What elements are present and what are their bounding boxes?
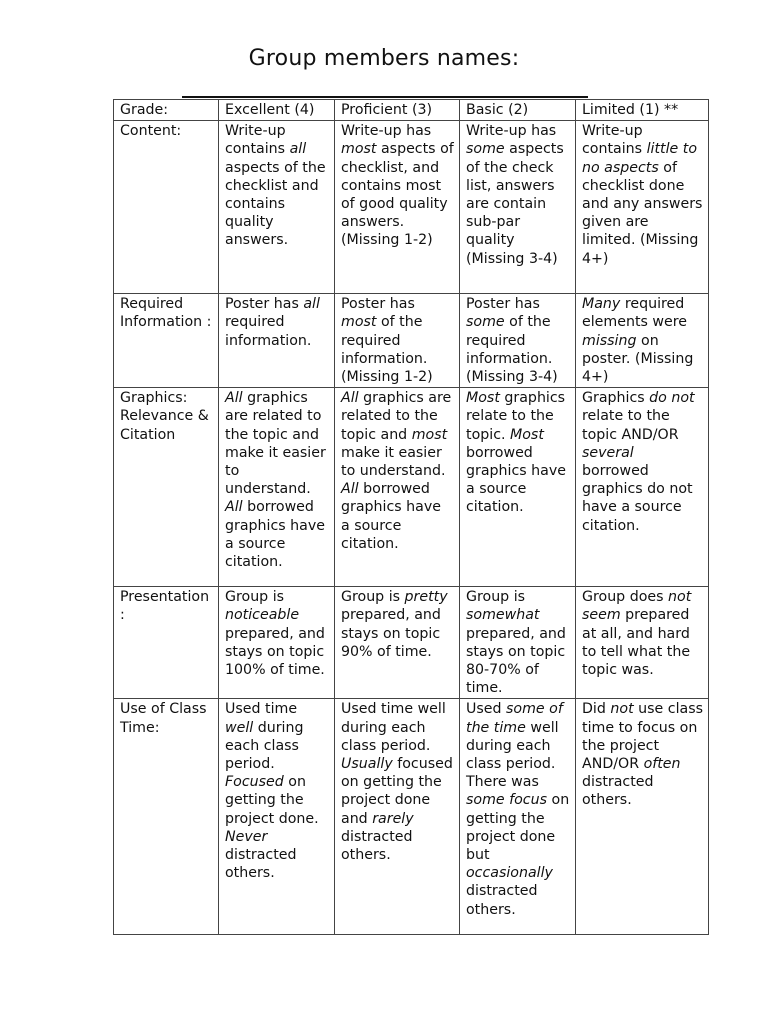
rubric-cell — [460, 699, 576, 935]
rubric-cell — [219, 699, 335, 935]
cell-text: of checklist done and any answers given are limited. (Missing 4+) — [582, 159, 703, 267]
cell-text: Write-up contains — [582, 123, 647, 158]
row-category: Required Information : — [114, 294, 219, 388]
emphasis-text: all — [289, 141, 307, 158]
cell-text: Group is — [466, 589, 526, 606]
emphasis-text: somewhat — [466, 607, 540, 624]
cell-text: Did — [582, 701, 611, 718]
header-row — [114, 100, 709, 121]
emphasis-text: most — [341, 141, 377, 158]
emphasis-text: do not — [649, 390, 695, 407]
names-underline — [182, 96, 588, 98]
emphasis-text: some focus — [466, 792, 547, 809]
rubric-cell — [335, 587, 460, 699]
cell-text: focused on getting the project done and — [341, 756, 453, 827]
cell-text: Write-up has — [341, 123, 432, 140]
rubric-cell — [335, 699, 460, 935]
header-cell-excellent: Excellent (4) — [219, 100, 335, 121]
rubric-cell — [335, 294, 460, 388]
emphasis-text: most — [411, 426, 448, 443]
emphasis-text: occasionally — [466, 865, 553, 882]
rubric-cell — [219, 121, 335, 294]
cell-text: of the required information. (Missing 1-2) — [341, 314, 433, 386]
cell-text: Group is — [225, 589, 285, 606]
rubric-cell — [576, 388, 709, 587]
emphasis-text: Most — [466, 390, 500, 407]
rubric-cell — [335, 388, 460, 587]
cell-text: distracted others. — [466, 883, 538, 918]
cell-text: aspects of checklist, and contains most of good quality answers. (Missing 1-2) — [341, 141, 454, 249]
row-category: Use of Class Time: — [114, 699, 219, 935]
emphasis-text: some — [466, 314, 505, 331]
rubric-table — [113, 99, 709, 935]
rubric-cell — [460, 388, 576, 587]
rubric-cell — [576, 699, 709, 935]
cell-text: make it easier to understand. — [341, 444, 446, 480]
cell-text: Used time — [225, 701, 298, 718]
cell-text: Poster has — [225, 296, 304, 313]
cell-text: required elements were — [582, 296, 687, 331]
emphasis-text: little to no aspects — [582, 141, 698, 176]
emphasis-text: Never — [225, 828, 268, 845]
cell-text: distracted others. — [582, 774, 654, 809]
cell-text: prepared, and stays on topic 100% of time. — [225, 625, 325, 679]
cell-text: borrowed graphics have a source citation. — [225, 499, 325, 571]
emphasis-text: All — [341, 390, 359, 407]
emphasis-text: missing — [582, 332, 637, 349]
rubric-cell — [576, 587, 709, 699]
cell-text: Group is — [341, 589, 405, 606]
cell-text: graphics are related to the topic and — [341, 390, 452, 443]
row-category: Content: — [114, 121, 219, 294]
cell-text: Poster has — [341, 296, 415, 313]
rubric-cell — [576, 294, 709, 388]
cell-text: during each class period. — [225, 719, 304, 773]
cell-text: borrowed graphics have a source citation. — [466, 444, 566, 516]
rubric-cell — [460, 121, 576, 294]
emphasis-text: some — [466, 141, 505, 158]
table-row — [114, 699, 709, 935]
row-category: Graphics: Relevance & Citation — [114, 388, 219, 587]
rubric-cell — [219, 388, 335, 587]
emphasis-text: most — [341, 314, 377, 331]
cell-text: distracted others. — [341, 828, 413, 864]
emphasis-text: not seem — [582, 589, 692, 624]
emphasis-text: rarely — [372, 810, 414, 827]
cell-text: Used time well during each class period. — [341, 701, 446, 754]
emphasis-text: several — [582, 444, 634, 461]
cell-text: Used — [466, 701, 507, 718]
emphasis-text: not — [610, 701, 634, 718]
emphasis-text: Most — [510, 426, 544, 443]
table-row — [114, 388, 709, 587]
cell-text: Group does — [582, 589, 669, 606]
cell-text: aspects of the check list, answers are contain sub-par quality (Missing 3-4) — [466, 141, 564, 267]
header-cell-proficient: Proficient (3) — [335, 100, 460, 121]
emphasis-text: often — [643, 756, 681, 773]
page-title: Group members names: — [248, 46, 520, 71]
cell-text: well during each class period. There was — [466, 719, 559, 791]
rubric-cell — [219, 587, 335, 699]
cell-text: graphics are related to the topic and make it easier to understand. — [225, 390, 326, 498]
cell-text: Poster has — [466, 296, 540, 313]
header-cell-limited: Limited (1) ** — [576, 100, 709, 121]
cell-text: borrowed graphics do not have a source citation. — [582, 463, 693, 534]
rubric-cell — [219, 294, 335, 388]
emphasis-text: All — [341, 481, 359, 498]
emphasis-text: All — [225, 390, 243, 407]
cell-text: use class time to focus on the project AND/OR — [582, 701, 703, 773]
table-row — [114, 121, 709, 294]
emphasis-text: well — [225, 719, 254, 736]
emphasis-text: Usually — [341, 756, 393, 773]
emphasis-text: all — [303, 296, 320, 313]
emphasis-text: Focused — [225, 774, 284, 791]
emphasis-text: some of the time — [466, 701, 563, 736]
cell-text: of the required information. (Missing 3-4) — [466, 314, 558, 386]
cell-text: prepared, and stays on topic 80-70% of time. — [466, 625, 566, 697]
rubric-cell — [460, 294, 576, 388]
rubric-cell — [335, 121, 460, 294]
cell-text: aspects of the checklist and contains quality answers. — [225, 159, 326, 249]
emphasis-text: All — [225, 499, 243, 516]
emphasis-text: Many — [582, 296, 621, 313]
cell-text: prepared, and stays on topic 90% of time. — [341, 607, 441, 660]
rubric-cell — [460, 587, 576, 699]
cell-text: borrowed graphics have a source citation. — [341, 481, 441, 552]
cell-text: Write-up has — [466, 123, 557, 140]
cell-text: Write-up contains — [225, 123, 290, 158]
cell-text: on poster. (Missing 4+) — [582, 332, 694, 386]
cell-text: relate to the topic AND/OR — [582, 408, 679, 443]
cell-text: on getting the project done but — [466, 792, 570, 864]
table-row — [114, 294, 709, 388]
cell-text: Graphics — [582, 390, 650, 407]
cell-text: required information. — [225, 314, 312, 349]
rubric-cell — [576, 121, 709, 294]
table-row — [114, 587, 709, 699]
cell-text: prepared at all, and hard to tell what the topic was. — [582, 607, 691, 679]
header-cell-grade: Grade: — [114, 100, 219, 121]
cell-text: distracted others. — [225, 847, 297, 882]
cell-text: on getting the project done. — [225, 774, 319, 827]
header-cell-basic: Basic (2) — [460, 100, 576, 121]
cell-text: graphics relate to the topic. — [466, 390, 566, 443]
emphasis-text: noticeable — [225, 607, 300, 624]
row-category: Presentation: — [114, 587, 219, 699]
emphasis-text: pretty — [404, 589, 448, 606]
